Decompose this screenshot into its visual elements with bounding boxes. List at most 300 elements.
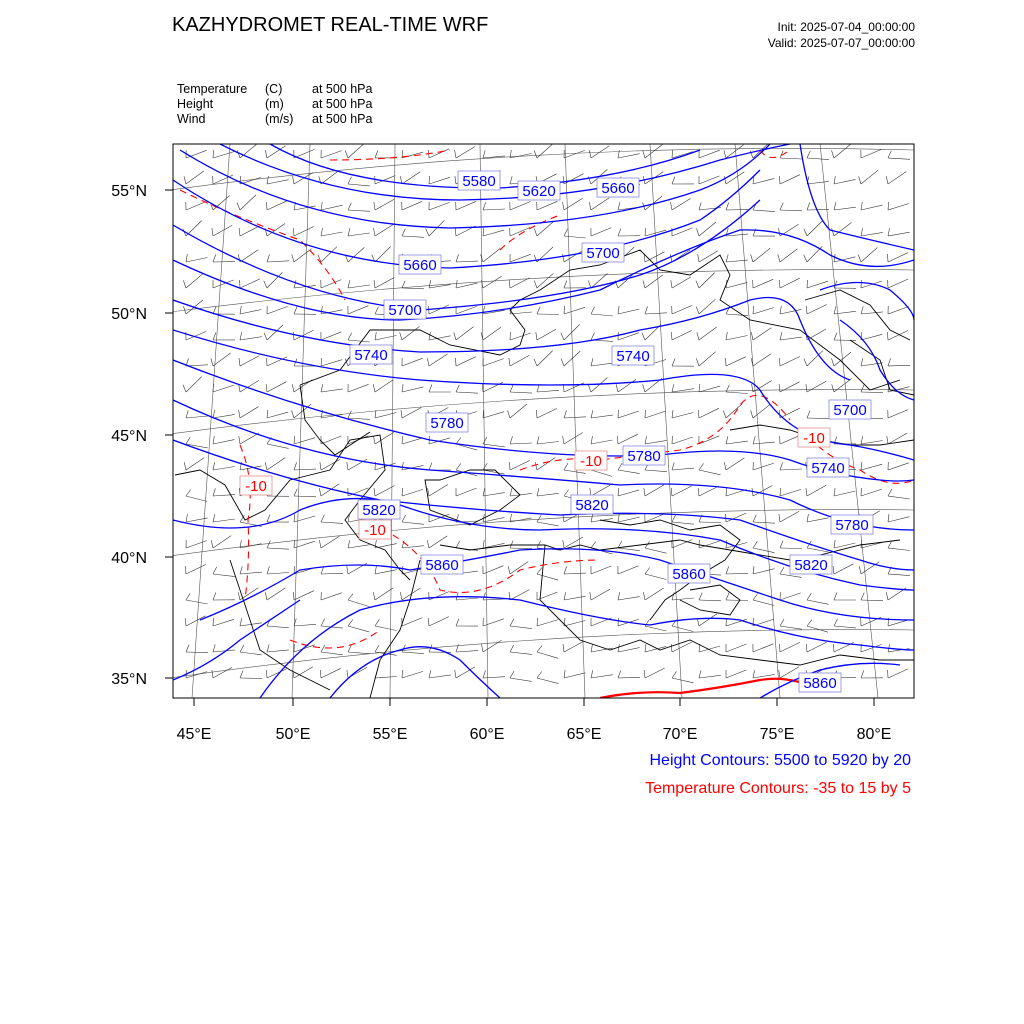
wind-barb [213,519,235,522]
wind-barb [321,151,342,158]
wind-barb-feather [886,176,888,184]
wind-barb [726,458,744,470]
wind-barb [483,619,504,626]
wind-barb-feather [374,436,376,444]
wind-barb-feather [456,280,457,288]
wind-barb-feather [832,150,835,158]
wind-barb [456,261,478,262]
wind-barb [753,248,770,262]
wind-barb-feather [672,359,675,366]
wind-barb [699,600,721,601]
wind-barb [726,392,748,394]
wind-barb [753,569,774,574]
wind-barb [294,624,316,626]
wind-barb [213,440,235,444]
wind-barb-feather [483,463,487,470]
lon-tick-label: 45°E [176,726,212,743]
wind-barb [186,616,206,626]
height-label [384,300,426,319]
wind-barb [510,202,530,211]
wind-barb-feather [778,254,780,262]
wind-barb-feather [185,618,186,626]
wind-barb [267,306,288,314]
wind-barb-feather [753,515,756,522]
wind-barb [672,598,694,600]
wind-barb [888,331,908,341]
wind-barb [537,273,553,288]
wind-barb [564,433,583,445]
wind-barb [375,626,397,631]
wind-barb-feather [237,203,240,210]
valid-time: Valid: 2025-07-07_00:00:00 [767,36,915,50]
wind-barb [564,351,580,366]
wind-barb [537,493,559,496]
wind-barb-feather [213,488,215,496]
wind-barb-feather [427,358,429,366]
wind-barb-feather [696,307,699,315]
wind-barb [780,469,802,470]
wind-barb-feather [780,541,783,548]
wind-barb-feather [429,280,431,288]
wind-barb-feather [726,254,728,262]
wind-barb-feather [834,488,835,496]
wind-barb [888,279,908,288]
wind-barb-feather [213,567,217,574]
wind-barb [375,588,393,600]
wind-barb [699,352,716,366]
wind-barb-feather [213,593,216,601]
wind-barb-feather [753,306,754,314]
wind-barb-feather [643,384,645,392]
wind-barb-feather [426,229,429,236]
wind-barb-feather [402,384,403,392]
wind-barb [726,600,748,601]
wind-barb-feather [861,306,863,314]
wind-barb-feather [751,332,753,340]
wind-barb-feather [886,592,888,600]
wind-barb-feather [859,566,861,574]
wind-barb [429,485,448,497]
wind-barb [645,470,667,472]
wind-barb-feather [213,618,214,626]
wind-barb [240,572,262,574]
height-label [426,413,468,432]
wind-barb-feather [888,514,889,522]
wind-barb-feather [294,307,297,314]
wind-barb [699,150,720,158]
wind-barb [294,645,315,652]
wind-barb-feather [375,566,376,574]
wind-barb [780,667,799,678]
wind-barb-feather [644,488,645,496]
wind-barb [402,618,422,626]
wind-barb [240,544,262,548]
wind-barb [888,496,910,499]
wind-barb [375,247,391,263]
wind-barb-feather [293,228,294,236]
wind-barb [888,620,909,626]
wind-barb-feather [402,229,405,236]
lat-tick-label: 40°N [111,550,147,567]
wind-barb [456,147,475,158]
wind-barb-feather [537,488,539,496]
wind-barb [267,650,289,652]
init-time: Init: 2025-07-04_00:00:00 [777,20,915,34]
wind-barb-feather [726,203,729,211]
wind-barb [564,307,585,314]
wind-barb [888,204,909,211]
wind-barb [267,548,289,549]
wind-barb-feather [428,618,429,626]
wind-barb-feather [508,566,510,574]
wind-barb-feather [375,332,376,340]
wind-barb-feather [265,462,267,470]
lon-tick-label: 70°E [662,726,698,743]
wind-barb-feather [672,515,676,522]
lat-tick-label: 55°N [111,183,147,200]
wind-barb [591,363,613,366]
wind-barb [672,277,691,288]
wind-barb [510,562,528,574]
wind-barb-feather [240,566,242,574]
wind-barb [267,458,285,470]
wind-barb-feather [752,384,753,392]
variable-height: Height (m) at 500 hPa [177,97,373,111]
wind-barb [510,460,530,470]
wind-barb-feather [591,307,595,314]
wind-barb [591,589,610,600]
wind-barb-feather [618,229,621,237]
wind-barb [699,408,719,418]
wind-barb [456,201,476,210]
wind-barb-feather [211,540,213,548]
wind-barb [672,468,694,470]
wind-barb-feather [780,488,781,496]
wind-barb [186,150,207,158]
wind-barb [186,377,202,392]
wind-barb [375,432,394,444]
wind-barb [294,249,312,262]
wind-barb [402,522,424,524]
wind-barb-feather [266,384,267,392]
wind-barb [240,356,259,366]
wind-barb-feather [671,488,672,496]
wind-barb [267,444,289,448]
height-label [807,458,849,477]
wind-barb [645,485,664,496]
wind-barb-feather [345,151,348,159]
wind-barb-feather [563,644,564,652]
wind-barb [699,522,721,523]
wind-barb-feather [537,436,539,444]
wind-barb-feather [806,644,807,652]
wind-barb-feather [347,566,348,574]
wind-barb [834,379,851,392]
wind-barb [186,496,207,502]
wind-barb-feather [348,411,351,418]
wind-barb [429,617,449,626]
wind-barb [186,171,204,184]
wind-barb-feather [483,437,487,444]
temperature-label [359,520,391,539]
wind-barb-feather [534,281,537,289]
wind-barb [645,313,667,314]
svg-text:-10: -10 [364,522,386,539]
wind-barb-feather [534,151,537,159]
wind-barb [537,390,559,392]
wind-barb [672,642,692,652]
wind-barb [726,670,747,678]
wind-barb [861,441,883,445]
wind-barb [726,404,743,419]
wind-barb [186,458,204,470]
wind-barb-feather [319,540,321,548]
wind-barb-feather [184,176,186,184]
wind-barb-feather [780,176,781,184]
wind-barb-feather [564,592,566,600]
wind-barb [753,644,773,652]
wind-barb-feather [456,254,459,262]
wind-barb [267,261,289,262]
svg-text:5860: 5860 [672,566,706,583]
wind-barb [402,358,423,366]
wind-barb-feather [373,592,375,600]
wind-barb-feather [456,464,461,470]
wind-barb-feather [643,592,645,600]
wind-barb-feather [833,644,834,652]
wind-barb-feather [213,462,215,470]
wind-barbs [183,143,910,684]
wind-barb-feather [267,410,268,418]
svg-text:-10: -10 [803,430,825,447]
wind-barb-feather [267,254,270,262]
wind-barb [213,536,231,548]
wind-barb [510,404,527,418]
wind-barb-feather [591,514,593,522]
height-label [790,555,832,574]
wind-barb-feather [240,645,244,652]
wind-barb [672,305,692,314]
wind-barb [807,418,829,419]
wind-barb-feather [510,488,512,496]
wind-barb [321,205,343,210]
wind-barb [780,337,802,340]
wind-barb-feather [832,384,834,392]
wind-barb-feather [483,540,484,548]
wind-barb [672,413,693,419]
wind-barb [888,365,910,366]
wind-barb [753,522,775,523]
wind-barb-feather [186,410,188,418]
wind-barb [267,325,283,340]
wind-barb [213,495,235,496]
wind-barb-feather [807,151,810,158]
wind-barb [753,328,771,340]
wind-barb-feather [183,385,186,392]
wind-barb [618,333,639,340]
wind-barb-feather [213,410,215,418]
wind-barb-feather [618,202,620,210]
wind-barb-feather [347,670,348,678]
wind-barb [591,198,609,210]
wind-barb-feather [804,255,807,262]
wind-barb-feather [537,672,542,679]
wind-barb-feather [780,332,782,340]
wind-barb-feather [401,410,402,418]
wind-barb-feather [482,384,483,392]
wind-barb [348,545,370,548]
wind-barb-feather [616,384,618,392]
wind-barb-feather [672,177,675,185]
wind-barb [321,360,342,366]
lon-tick-label: 50°E [275,726,311,743]
wind-barb [591,485,610,496]
wind-barb [699,251,718,262]
svg-text:-10: -10 [245,478,267,495]
svg-text:5700: 5700 [586,245,620,262]
wind-barb [267,382,286,392]
wind-barb-feather [671,644,672,652]
wind-barb [564,470,586,473]
wind-barb-feather [482,644,484,652]
wind-barb [240,310,262,315]
wind-barb-feather [400,332,402,340]
wind-barb-feather [672,671,676,678]
wind-barb [213,196,230,211]
wind-barb [456,488,477,496]
wind-barb [294,591,314,600]
wind-barb [888,548,910,551]
wind-barb [780,210,802,211]
lon-tick-label: 75°E [759,726,795,743]
wind-barb-feather [672,384,674,392]
wind-barb [834,564,854,574]
height-label [350,345,392,364]
wind-barb-feather [374,280,375,288]
svg-text:5580: 5580 [462,173,496,190]
wind-barb [699,614,717,626]
wind-barb-feather [237,150,240,158]
wind-barb-feather [779,384,780,392]
wind-barb-feather [644,670,645,678]
wind-barb [483,412,504,418]
wind-barb-feather [267,541,270,548]
wind-barb-feather [348,228,350,236]
wind-barb-feather [672,150,673,158]
wind-barb-feather [696,358,699,366]
svg-text:5820: 5820 [794,557,828,574]
wind-barb-feather [780,203,783,210]
wind-barb-feather [186,514,188,522]
wind-barb [348,384,369,392]
wind-barb [483,209,505,210]
wind-barb [402,408,421,419]
wind-barb-feather [373,384,375,392]
wind-barb [807,209,829,210]
wind-barb [213,385,234,392]
wind-barb [483,444,505,447]
height-label [458,171,500,190]
temperature-label [575,451,607,470]
wind-barb-feather [294,280,296,288]
wind-barb-feather [779,280,780,288]
wind-barb-feather [537,541,541,548]
wind-barb-feather [293,176,294,184]
wind-barb-feather [807,514,808,522]
lon-tick-label: 55°E [372,726,408,743]
wind-barb-feather [456,385,459,392]
wind-barb [780,574,802,577]
wind-barb [510,392,532,393]
wind-barb [213,574,235,577]
wind-barb [402,671,423,678]
wind-barb [780,642,800,652]
wind-barb-feather [807,593,811,600]
wind-barb-feather [888,228,890,236]
wind-barb-feather [456,619,459,626]
wind-barb [888,232,910,236]
wind-barb-feather [807,203,810,211]
wind-barb [861,489,882,496]
wind-barb [645,548,666,553]
height-label [597,178,639,197]
wind-barb-feather [563,176,564,184]
wind-barb [375,224,394,236]
wind-barb-feather [267,176,268,184]
wind-barb [240,407,259,419]
wind-barb [726,282,747,288]
wind-barb-feather [888,151,891,158]
wind-barb [753,463,774,470]
wind-barb-feather [455,150,456,158]
wind-barb [267,573,289,575]
wind-barb-feather [320,670,321,678]
svg-text:5780: 5780 [627,448,661,465]
wind-barb [240,226,260,236]
wind-barb-feather [645,644,646,652]
wind-barb-feather [267,644,269,652]
wind-barb [375,413,396,419]
wind-barb [402,236,424,237]
height-label [571,495,613,514]
wind-barb-feather [726,540,727,548]
wind-barb-feather [264,281,267,288]
svg-text:5740: 5740 [616,348,650,365]
wind-barb-feather [348,177,352,184]
wind-barb-feather [807,620,812,626]
wind-barb [537,201,557,210]
height-label [799,673,841,692]
wind-barb-feather [645,306,648,314]
wind-barb [348,285,370,288]
wind-barb-feather [535,462,537,470]
wind-barb-feather [534,229,537,237]
wind-barb [375,380,393,392]
svg-text:5740: 5740 [354,347,388,364]
wind-barb [564,573,586,574]
wind-barb-feather [780,567,784,574]
height-label [612,346,654,365]
wind-barb-feather [698,488,699,496]
wind-barb-feather [726,332,727,340]
wind-barb [564,642,583,653]
wind-barb-feather [186,490,191,497]
svg-text:5780: 5780 [430,415,464,432]
wind-barb-feather [861,202,862,210]
wind-barb-feather [429,176,430,184]
wind-barb [591,675,613,678]
wind-barb [645,668,665,678]
